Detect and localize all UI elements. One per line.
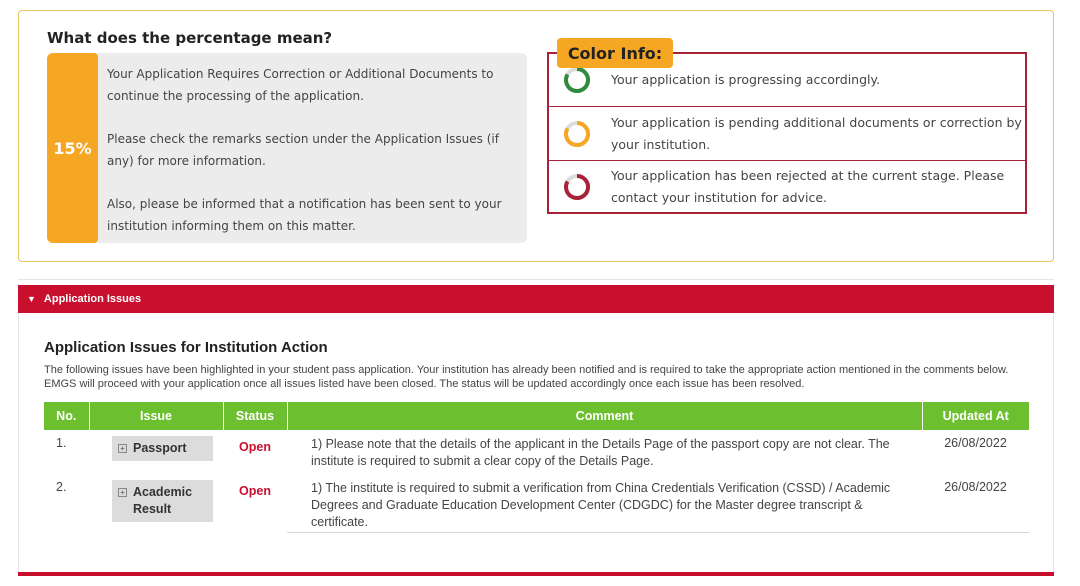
issues-title: Application Issues for Institution Action [44, 339, 328, 356]
color-info-text: Your application is pending additional documents or correction by your institution. [611, 114, 1022, 152]
percentage-bar [47, 53, 98, 243]
status-badge: Open [239, 440, 271, 454]
color-info-legend [547, 52, 1027, 214]
percentage-info-box [18, 10, 1054, 262]
orange-ring-icon [563, 120, 591, 148]
percentage-value: 15% [53, 138, 92, 158]
row-number: 1. [56, 436, 67, 450]
table-header-row [44, 402, 1029, 430]
column-header-updated-at: Updated At [922, 402, 1029, 430]
application-issues-header[interactable] [18, 285, 1054, 313]
table-row [44, 474, 1029, 532]
color-info-item [549, 161, 1025, 212]
caret-down-icon[interactable]: ▼ [27, 294, 36, 304]
column-header-status: Status [223, 402, 287, 430]
application-issues-header-label: Application Issues [43, 293, 142, 305]
percentage-panel [47, 53, 527, 243]
green-ring-icon [563, 66, 591, 94]
color-info-text: Your application is progressing accordingly. [611, 72, 881, 87]
issue-expand-toggle[interactable] [112, 480, 213, 522]
issues-description: The following issues have been highlighted in your student pass application. Your institution has already been notified and is required to take the appropriate action mentioned in the comments below. EMGS will proceed with your application once all issues listed have been closed. The status will be updated accordingly once each issue has been resolved. [44, 364, 1009, 390]
row-number: 2. [56, 480, 67, 494]
percentage-paragraph: Please check the remarks section under the Application Issues (if any) for more information. [107, 132, 499, 168]
plus-box-icon[interactable]: + [118, 444, 127, 453]
issues-table [44, 402, 1029, 533]
issue-updated-at: 26/08/2022 [922, 474, 1029, 532]
column-header-comment: Comment [287, 402, 922, 430]
issue-comment: 1) The institute is required to submit a verification from China Credentials Verification (CSSD) / Academic Degrees and Graduate Education Development Center (CDGDC) for the Master degree transcript & certificate. [287, 474, 922, 532]
percentage-paragraph: Also, please be informed that a notification has been sent to your institution informing them on this matter. [107, 197, 502, 233]
issue-name: Passport [133, 441, 187, 455]
percentage-description [107, 63, 517, 243]
section-divider [18, 279, 1054, 280]
color-info-text: Your application has been rejected at the current stage. Please contact your institution for advice. [611, 167, 1005, 205]
application-issues-panel [18, 313, 1054, 577]
issue-name: Academic Result [133, 485, 193, 516]
plus-box-icon[interactable]: + [118, 488, 127, 497]
color-info-label: Color Info: [557, 38, 673, 68]
status-badge: Open [239, 484, 271, 498]
percentage-title: What does the percentage mean? [47, 29, 333, 47]
percentage-paragraph: Your Application Requires Correction or Additional Documents to continue the processing of the application. [107, 67, 494, 103]
issue-updated-at: 26/08/2022 [944, 436, 1007, 450]
red-ring-icon [563, 173, 591, 201]
column-header-no: No. [44, 402, 89, 430]
column-header-issue: Issue [89, 402, 223, 430]
section-bottom-bar [18, 572, 1054, 576]
color-info-item [549, 107, 1025, 161]
table-row [44, 430, 1029, 474]
issue-comment: 1) Please note that the details of the applicant in the Details Page of the passport copy are not clear. The institute is required to submit a clear copy of the Details Page. [311, 437, 890, 468]
issue-expand-toggle[interactable] [112, 436, 213, 461]
